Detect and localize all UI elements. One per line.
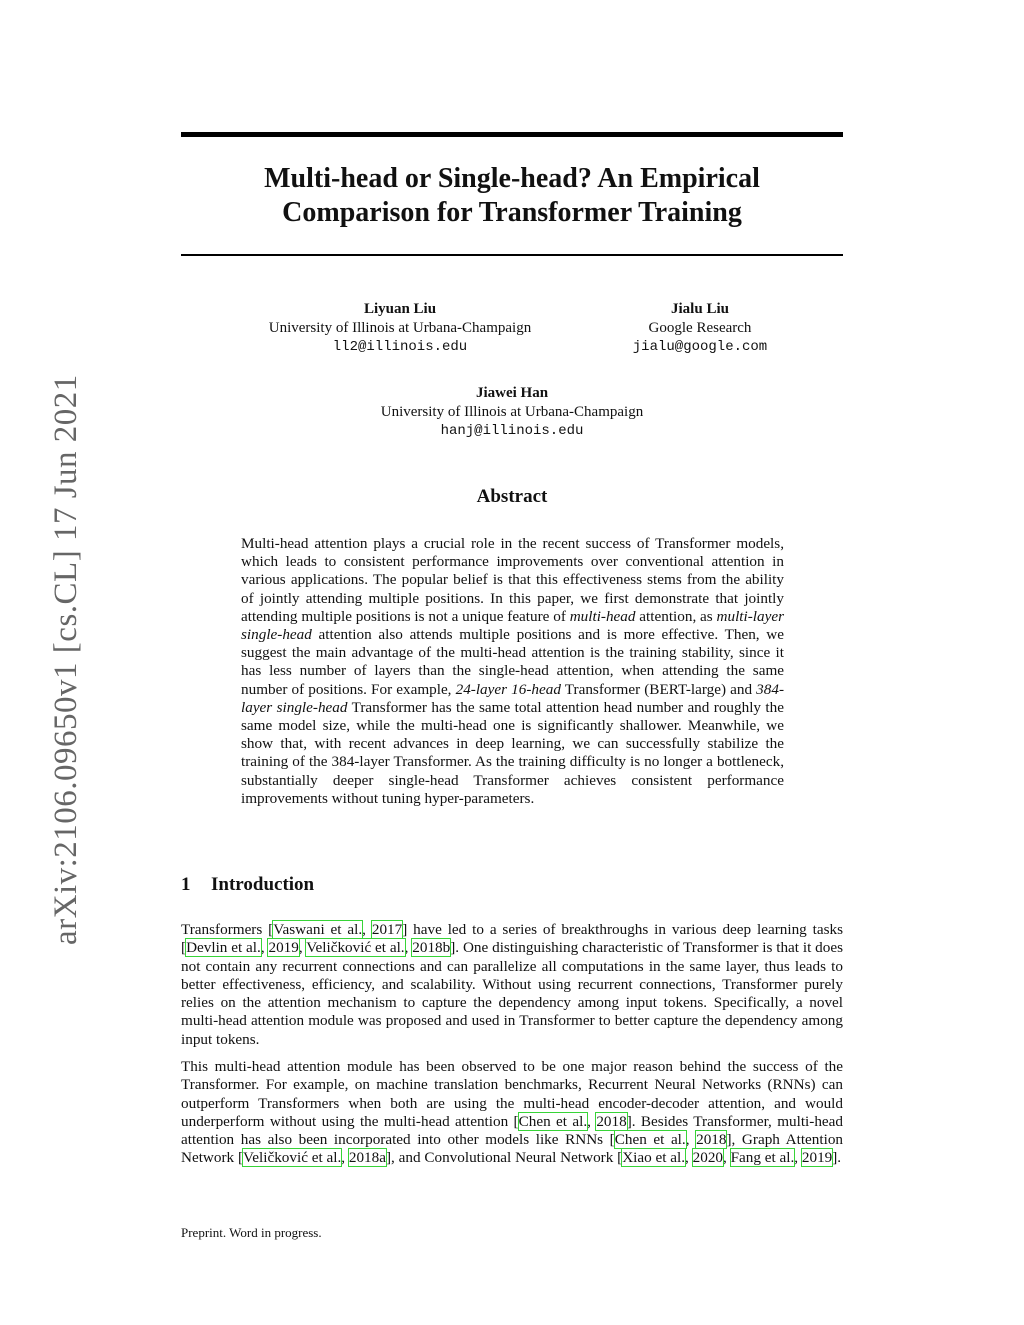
author-name: Jialu Liu: [671, 301, 729, 317]
text-span: ,: [723, 1149, 731, 1167]
title-line-1: Multi-head or Single-head? An Empirical: [264, 163, 760, 194]
abstract-emphasis: multi-layer single-head: [241, 607, 784, 644]
citation-link[interactable]: Chen et al.: [614, 1131, 686, 1149]
citation-link[interactable]: 2018: [696, 1131, 727, 1149]
citation-link[interactable]: 2017: [371, 921, 403, 938]
title-rule-top: [181, 132, 843, 137]
abstract-span: Transformer has the same total attention head number and roughly the same model size, while the multi-head one is significantly shallower. Meanwhile, we show that, with recent advances in deep learning, we can successfully stabilize the training of the 384-layer Transformer. As the training difficulty is no longer a bottleneck, substantially deeper single-head Transformer achieves consistent performance improvements without tuning hyper-parameters.: [241, 698, 784, 807]
text-span: ,: [794, 1149, 802, 1167]
title-rule-bottom: [181, 254, 843, 256]
abstract-heading: Abstract: [476, 486, 548, 507]
title-line-2: Comparison for Transformer Training: [282, 197, 742, 228]
author-email: hanj@illinois.edu: [440, 423, 584, 439]
footer-note: Preprint. Word in progress.: [181, 1225, 322, 1240]
text-span: ,: [685, 1131, 697, 1149]
text-span: ,: [341, 1149, 349, 1167]
citation-link[interactable]: 2018: [596, 1112, 627, 1130]
author-block-3: [312, 384, 712, 441]
citation-link[interactable]: 2019: [268, 939, 299, 957]
abstract-span: attention, as: [635, 607, 717, 625]
text-span: ,: [587, 1112, 597, 1130]
author-block-1: [240, 300, 560, 357]
section-number: 1: [181, 874, 191, 895]
text-span: ] have led to a series of breakthroughs in various deep learning tasks [: [181, 921, 844, 957]
author-name: Jiawei Han: [475, 385, 549, 401]
citation-link[interactable]: Devlin et al.: [186, 939, 261, 957]
abstract-span: Transformer (BERT-large) and: [560, 680, 757, 698]
section-title: Introduction: [211, 874, 315, 895]
section-heading: [181, 874, 314, 896]
abstract-emphasis: 384-layer single-head: [241, 680, 785, 716]
citation-link[interactable]: 2019: [801, 1149, 833, 1167]
text-span: ,: [404, 939, 413, 957]
text-span: ], Graph Attention Network [: [181, 1131, 844, 1167]
citation-link[interactable]: 2018b: [412, 939, 451, 957]
citation-link[interactable]: 2020: [692, 1149, 723, 1167]
text-span: ], and Convolutional Neural Network [: [385, 1149, 623, 1167]
abstract-emphasis: 24-layer 16-head: [455, 680, 561, 698]
paper-title: [181, 162, 843, 230]
abstract-span: Multi-head attention plays a crucial role in the recent success of Transformer models, which leads to consistent performance improvements over conventional attention in various applications. The popular belief is that this effectiveness stems from the ability of jointly attending multiple positions. In this paper, we first demonstrate that jointly attending multiple positions is not a unique feature of: [241, 535, 784, 625]
arxiv-stamp: arXiv:2106.09650v1 [cs.CL] 17 Jun 2021: [48, 374, 84, 945]
text-span: ,: [260, 939, 269, 957]
text-span: Transformers [: [181, 921, 274, 938]
text-span: ]. Besides Transformer, multi-head attention has also been incorporated into other models like RNNs [: [181, 1112, 843, 1149]
citation-link[interactable]: Vaswani et al.: [273, 921, 363, 938]
author-affiliation: University of Illinois at Urbana-Champaign: [268, 320, 532, 336]
abstract-text: [241, 535, 784, 808]
text-span: This multi-head attention module has been observed to be one major reason behind the success of the Transformer. For example, on machine translation benchmarks, Recurrent Neural Networks (RNNs) can outperform Transformers when both are using the multi-head encoder-decoder attention, and would underperform without using the multi-head attention [: [181, 1058, 843, 1130]
author-affiliation: Google Research: [648, 320, 752, 336]
intro-paragraph-1: [181, 921, 843, 1049]
text-span: ].: [832, 1149, 842, 1167]
text-span: ,: [298, 939, 307, 957]
abstract-emphasis: multi-head: [569, 607, 636, 625]
citation-link[interactable]: 2018a: [348, 1149, 386, 1167]
author-block-2: [600, 300, 800, 357]
citation-link[interactable]: Chen et al.: [518, 1112, 588, 1130]
text-span: ,: [362, 921, 372, 938]
author-name: Liyuan Liu: [363, 301, 437, 317]
text-span: ,: [685, 1149, 693, 1167]
author-email: ll2@illinois.edu: [332, 339, 468, 355]
text-span: ]. One distinguishing characteristic of Transformer is that it does not contain any recurrent connections and can parallelize all computations in the same layer, thus leads to better effectiveness, efficiency, and scalability. Without using recurrent connections, Transformer purely relies on the attention mechanism to capture the dependency among input tokens. Specifically, a novel multi-head attention module was proposed and used in Transformer to better capture the dependency among input tokens.: [181, 939, 843, 1048]
citation-link[interactable]: Veličković et al.: [306, 939, 405, 957]
author-affiliation: University of Illinois at Urbana-Champaign: [380, 404, 644, 420]
intro-paragraph-2: [181, 1058, 843, 1168]
citation-link[interactable]: Xiao et al.: [622, 1149, 686, 1167]
citation-link[interactable]: Fang et al.: [730, 1149, 795, 1167]
abstract-span: attention also attends multiple positions and is more effective. Then, we suggest the main advantage of the multi-head attention is the training stability, since it has less number of layers than the single-head attention, when attending the same number of positions. For example,: [241, 626, 784, 698]
citation-link[interactable]: Veličković et al.: [243, 1149, 342, 1167]
author-email: jialu@google.com: [632, 339, 768, 355]
